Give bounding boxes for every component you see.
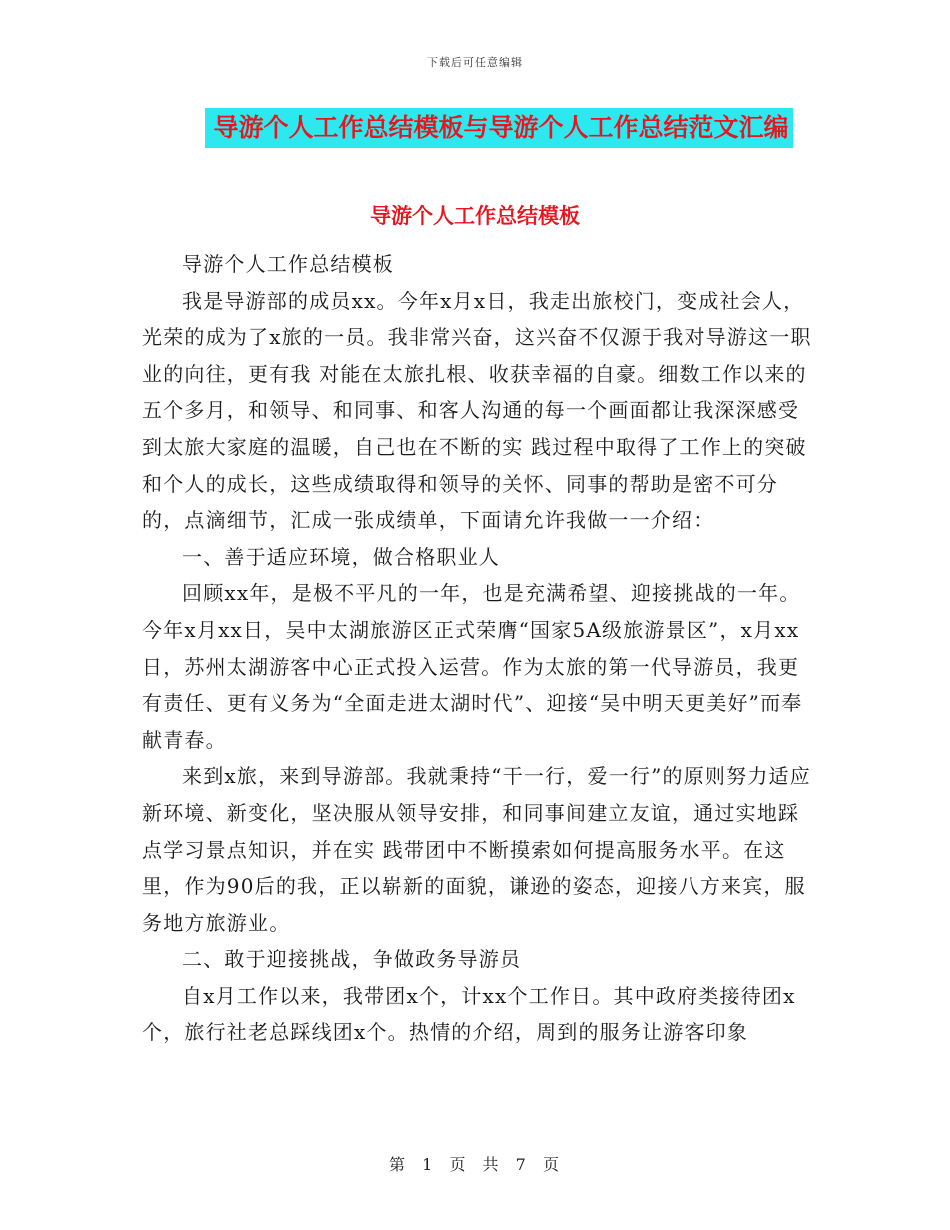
current-page-number: 1: [422, 1155, 435, 1174]
document-body: [142, 246, 812, 1051]
paragraph: 自x月工作以来，我带团x个，计xx个工作日。其中政府类接待团x个，旅行社老总踩线团x个。热情的介绍，周到的服务让游客印象: [142, 983, 796, 1045]
page-footer: [0, 1152, 950, 1175]
footer-page-label: 页: [449, 1155, 468, 1174]
paragraph: 我是导游部的成员xx。今年x月x日，我走出旅校门，变成社会人，光荣的成为了x旅的一员。我非常兴奋，这兴奋不仅源于我对导游这一职业的向往，更有我 对能在太旅扎根、收获幸福的自豪。细数工作以来的五个多月，和领导、和同事、和客人沟通的每一个画面都让我深深感受到太旅大家庭的温暖，自己也在不断的实 践过程中取得了工作上的突破和个人的成长，这些成绩取得和领导的关怀、同事的帮助是密不可分的，点滴细节，汇成一张成绩单，下面请允许我做一一介绍：: [142, 288, 812, 533]
paragraph: 回顾xx年，是极不平凡的一年，也是充满希望、迎接挑战的一年。今年x月xx日，吴中太湖旅游区正式荣膺“国家5A级旅游景区”，x月xx日，苏州太湖游客中心正式投入运营。作为太旅的第一代导游员，我更有责任、更有义务为“全面走进太湖时代”、迎接“吴中明天更美好”而奉献青春。: [142, 581, 803, 752]
paragraph-subheading: 一、善于适应环境，做合格职业人: [182, 544, 500, 569]
header-note: 下载后可任意编辑: [427, 56, 523, 69]
paragraph-heading: 导游个人工作总结模板: [182, 252, 394, 276]
section-title: 导游个人工作总结模板: [370, 204, 580, 228]
total-page-number: 7: [515, 1155, 528, 1174]
paragraph: 来到x旅，来到导游部。我就秉持“干一行，爱一行”的原则努力适应新环境、新变化，坚决服从领导安排，和同事间建立友谊，通过实地踩点学习景点知识，并在实 践带团中不断摸索如何提高服务水平。在这里，作为90后的我，正以崭新的面貌，谦逊的姿态，迎接八方来宾，服务地方旅游业。: [142, 764, 811, 935]
main-title: 导游个人工作总结模板与导游个人工作总结范文汇编: [205, 108, 792, 148]
paragraph-subheading: 二、敢于迎接挑战，争做政务导游员: [182, 947, 522, 972]
main-title-container: [0, 108, 950, 148]
footer-total-label: 共: [482, 1155, 501, 1174]
footer-suffix: 页: [542, 1155, 561, 1174]
footer-prefix: 第: [389, 1155, 408, 1174]
